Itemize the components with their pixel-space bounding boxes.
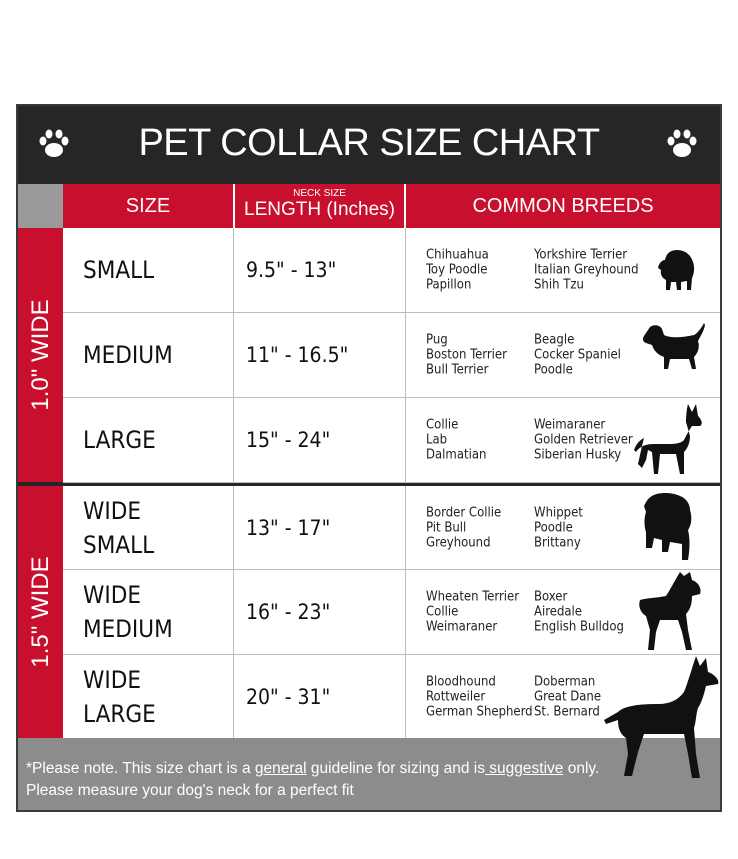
breed-list <box>426 418 486 463</box>
breed-name: Boston Terrier <box>426 347 507 363</box>
size-label: SMALL <box>83 256 155 284</box>
breed-list <box>426 505 501 550</box>
breed-name: Boxer <box>534 589 568 605</box>
header-breeds: COMMON BREEDS <box>406 184 720 228</box>
breed-name: Pug <box>426 332 448 348</box>
breed-name: Whippet <box>534 505 583 520</box>
breed-name: Great Dane <box>534 689 602 704</box>
breeds-cell <box>406 228 720 312</box>
length-cell <box>234 486 406 569</box>
dog-silhouette-icon <box>632 402 704 478</box>
table-row <box>63 398 720 483</box>
length-value: 9.5" - 13" <box>246 258 337 282</box>
header-size: SIZE <box>63 184 233 228</box>
breed-name: Bull Terrier <box>426 362 489 378</box>
breeds-cell <box>406 570 720 654</box>
breed-list <box>534 590 624 635</box>
breed-name: Brittany <box>534 535 581 550</box>
breed-list <box>534 248 639 293</box>
breed-name: Weimaraner <box>534 417 606 433</box>
breed-name: Papillon <box>426 277 472 293</box>
size-chart <box>18 106 720 810</box>
length-cell <box>234 398 406 482</box>
size-cell <box>63 655 234 738</box>
breed-name: Weimaraner <box>426 619 498 635</box>
breed-name: German Shepherd <box>426 704 533 719</box>
footer-note <box>26 758 599 802</box>
breed-name: Golden Retriever <box>534 432 633 448</box>
dog-silhouette-icon <box>642 492 694 562</box>
size-cell <box>63 228 234 312</box>
breeds-cell <box>406 486 720 569</box>
size-label: LARGE <box>83 426 156 454</box>
breed-list <box>534 505 583 550</box>
breed-list <box>534 674 601 719</box>
breed-name: Yorkshire Terrier <box>534 247 628 263</box>
breed-name: Collie <box>426 417 459 433</box>
table-row <box>63 228 720 313</box>
header-corner <box>18 184 63 228</box>
length-value: 20" - 31" <box>246 684 331 709</box>
breed-name: Pit Bull <box>426 520 467 535</box>
chart-title: PET COLLAR SIZE CHART <box>138 122 600 164</box>
breed-name: Airedale <box>534 604 583 620</box>
length-value: 11" - 16.5" <box>246 343 349 367</box>
size-cell <box>63 486 234 569</box>
size-label: WIDE MEDIUM <box>83 581 173 643</box>
breed-name: Lab <box>426 432 448 448</box>
note-text: *Please note. This size chart is a <box>26 760 255 777</box>
dog-silhouette-icon <box>636 570 708 654</box>
length-cell <box>234 228 406 312</box>
breed-list <box>426 248 489 293</box>
dog-silhouette-icon <box>598 654 722 782</box>
group-1-inch <box>18 228 63 482</box>
breed-list <box>426 333 507 378</box>
breed-name: Italian Greyhound <box>534 262 639 278</box>
breed-name: Rottweiler <box>426 689 486 704</box>
breed-name: Doberman <box>534 674 596 689</box>
length-cell <box>234 655 406 738</box>
size-cell <box>63 313 234 397</box>
breed-list <box>534 333 621 378</box>
length-cell <box>234 570 406 654</box>
breed-name: Shih Tzu <box>534 277 584 293</box>
size-cell <box>63 570 234 654</box>
breed-list <box>534 418 633 463</box>
table-row <box>63 313 720 398</box>
breed-name: Cocker Spaniel <box>534 347 621 363</box>
dog-silhouette-icon <box>658 248 696 292</box>
breed-name: Chihuahua <box>426 247 489 263</box>
size-label: WIDE SMALL <box>83 496 155 559</box>
breed-name: Toy Poodle <box>426 262 488 278</box>
group-1-5-inch <box>18 486 63 738</box>
length-value: 15" - 24" <box>246 428 331 452</box>
breed-name: Greyhound <box>426 535 491 550</box>
note-text: only. <box>563 760 600 777</box>
breed-name: Border Collie <box>426 505 502 520</box>
breed-list <box>426 590 519 635</box>
breed-name: Collie <box>426 604 459 620</box>
dog-silhouette-icon <box>642 321 706 373</box>
breed-name: Siberian Husky <box>534 447 622 463</box>
breed-list <box>426 674 533 719</box>
table-row <box>63 570 720 655</box>
size-label: WIDE LARGE <box>83 665 156 728</box>
breed-name: St. Bernard <box>534 704 600 719</box>
breed-name: English Bulldog <box>534 619 624 635</box>
header-length-caption: NECK SIZE <box>293 188 346 199</box>
note-line-2: Please measure your dog's neck for a perfect fit <box>26 782 354 799</box>
group-label: 1.5" WIDE <box>26 556 54 668</box>
table-row <box>63 486 720 570</box>
note-line-1 <box>26 758 599 780</box>
breed-name: Bloodhound <box>426 674 496 689</box>
paw-icon <box>664 126 700 162</box>
breed-name: Beagle <box>534 332 575 348</box>
title-bar <box>18 106 720 184</box>
note-emphasis: general <box>254 760 307 777</box>
length-value: 16" - 23" <box>246 600 331 624</box>
size-label: MEDIUM <box>83 341 173 369</box>
note-emphasis: suggestive <box>484 760 564 777</box>
breed-name: Dalmatian <box>426 447 487 463</box>
header-length-label: LENGTH (Inches) <box>244 199 395 220</box>
breed-name: Poodle <box>534 520 573 535</box>
length-value: 13" - 17" <box>246 515 331 540</box>
header-length <box>235 184 404 228</box>
size-cell <box>63 398 234 482</box>
note-text: guideline for sizing and is <box>306 760 485 777</box>
length-cell <box>234 313 406 397</box>
breed-name: Poodle <box>534 362 573 378</box>
group-label: 1.0" WIDE <box>26 299 54 411</box>
breed-name: Wheaten Terrier <box>426 589 520 605</box>
breeds-cell <box>406 398 720 482</box>
breeds-cell <box>406 313 720 397</box>
